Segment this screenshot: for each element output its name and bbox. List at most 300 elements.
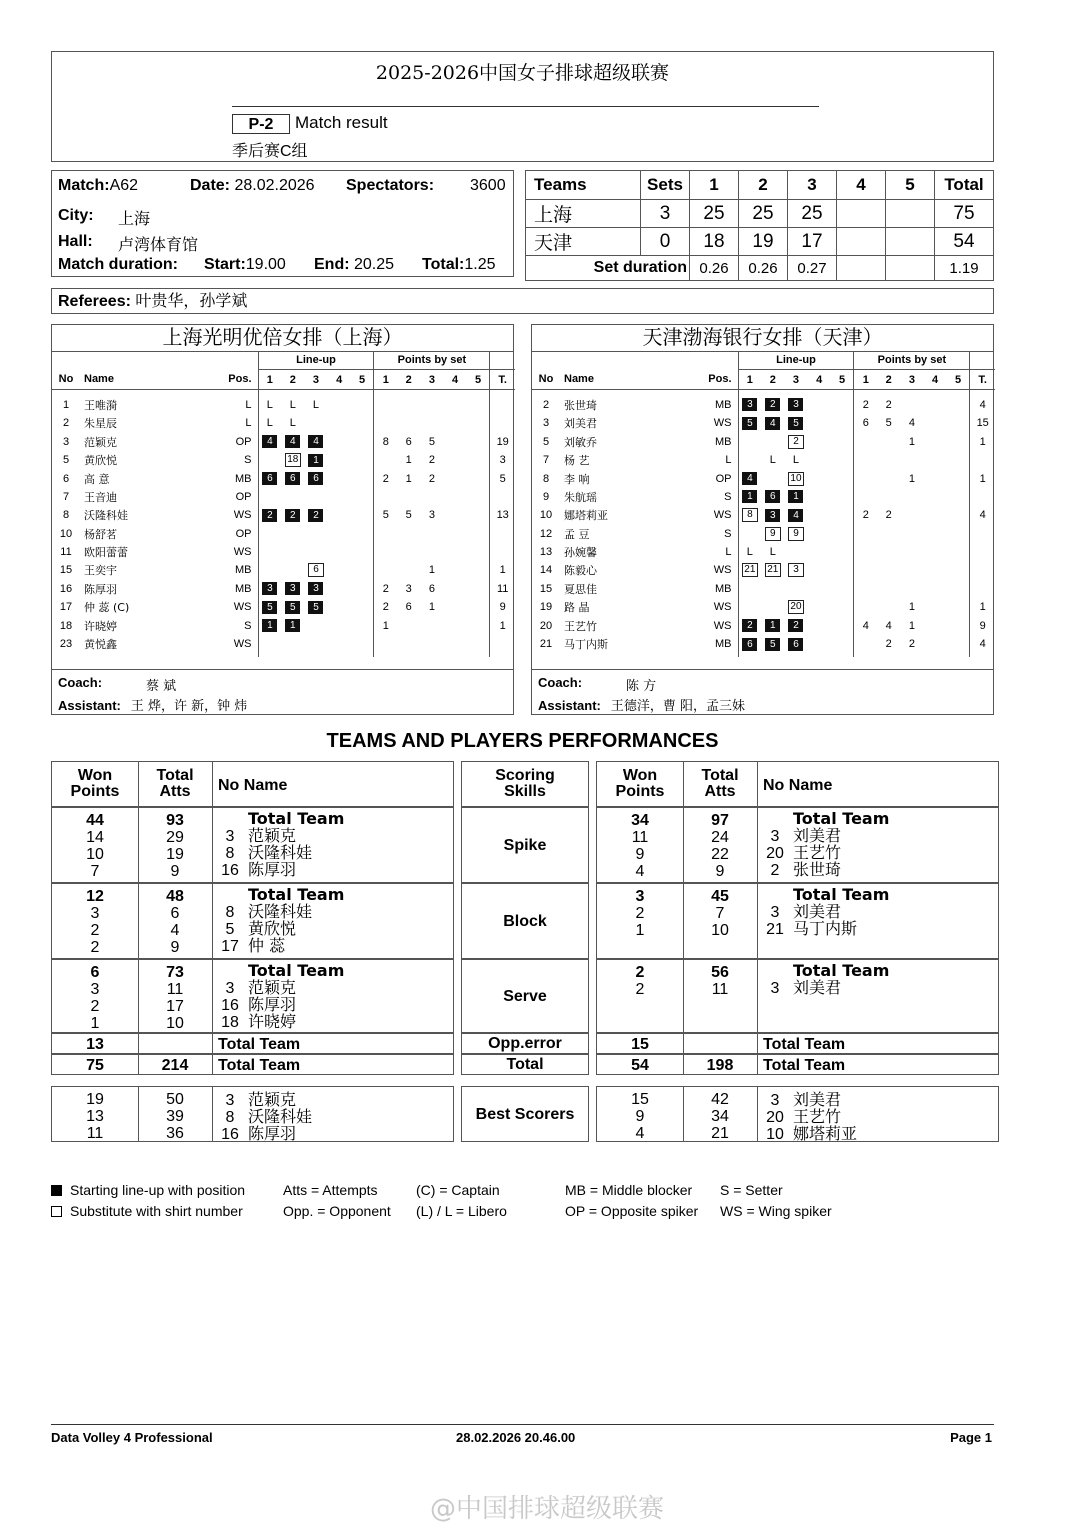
player-total: 15 [970,414,995,432]
performer-name: Total Team [248,885,345,904]
lineup-cell [808,506,831,524]
filled-square-icon [51,1185,62,1196]
set-points [924,451,947,469]
set-points [924,396,947,414]
won-cell: 4 [635,863,645,880]
player-position: MB [715,435,732,448]
set-points [444,414,467,432]
set-points: 5 [374,506,397,524]
substitute-marker: 20 [788,600,804,614]
legend-op: OP = Opposite spiker [565,1203,699,1219]
set-points: 2 [374,580,397,598]
total-time: 1.25 [464,256,496,273]
set-points [420,616,443,634]
total-won: 75 [86,1057,104,1074]
player-position: WS [713,509,732,522]
lineup-cell [281,561,304,579]
set-points [444,525,467,543]
performer-number: 3 [770,904,780,921]
score-header: 5 [886,171,935,200]
performer [763,886,998,903]
set-points [467,543,490,561]
points-header: Points by set [854,351,970,370]
set-points: 2 [885,398,892,411]
player-number: 7 [62,490,70,503]
player-number: 14 [539,564,553,577]
lineup-cell [328,543,351,561]
set-points [900,488,923,506]
player-row [52,525,515,543]
performer [218,996,453,1013]
legend-text: Starting line-up with position [70,1182,246,1198]
starting-position-marker: 6 [285,472,300,485]
set-points [924,414,947,432]
starting-position-marker: 4 [262,435,277,448]
lineup-cell [304,635,327,653]
performer [763,844,998,861]
won-cell: 14 [86,829,104,846]
set-points: 6 [405,601,412,614]
lineup-cell: L [289,417,296,430]
player-total [970,580,995,598]
away-team-roster [531,324,994,715]
col-set: 4 [816,373,823,386]
set-points: 1 [908,601,915,614]
set-points [924,433,947,451]
won-cell: 2 [90,922,100,939]
player-position: L [725,546,732,559]
roster-column-header [532,370,995,389]
best-atts: 36 [166,1125,184,1142]
performance-side [51,883,454,959]
starting-position-marker: 6 [262,472,277,485]
performer [218,962,453,979]
legend-mb: MB = Middle blocker [565,1182,693,1198]
player-number: 7 [542,454,550,467]
lineup-cell: L [289,398,296,411]
player-position: S [244,454,252,467]
player-total [970,488,995,506]
lineup-cell [328,598,351,616]
set-points [854,469,877,487]
atts-cell: 11 [166,981,184,998]
set-points [877,598,900,616]
set-points: 1 [374,616,397,634]
starting-position-marker: 3 [262,582,277,595]
player-total [490,543,515,561]
player-row [532,488,995,506]
lineup-cell [808,525,831,543]
atts-cell: 4 [170,922,180,939]
starting-position-marker: 3 [765,509,780,522]
starting-position-marker: 5 [285,601,300,614]
col-set: 2 [405,373,412,386]
starting-position-marker: 1 [308,454,323,467]
city-row [58,207,94,225]
performer-name: 刘美君 [793,902,842,921]
player-name: 孟 豆 [564,527,590,541]
set-points [854,598,877,616]
player-position: S [724,490,732,503]
col-set: 1 [258,370,281,389]
col-set: 3 [792,373,800,386]
starting-position-marker: 3 [285,582,300,595]
performer-name: Total Team [248,809,345,828]
performer-name: Total Team [793,885,890,904]
league-title: 2025-2026中国女子排球超级联赛 [375,62,670,84]
player-row [532,414,995,432]
lineup-cell [808,635,831,653]
set-points [924,635,947,653]
lineup-cell [738,433,761,451]
score-total: 75 [935,200,994,228]
set-points [947,488,970,506]
player-total [970,543,995,561]
lineup-cell [351,635,374,653]
set-points [420,414,443,432]
col-set: 1 [738,370,761,389]
player-total: 11 [490,580,515,598]
total-atts: 214 [161,1057,189,1074]
score-team: 上海 [526,200,641,228]
match-number: A62 [109,177,139,194]
lineup-cell: L [258,414,281,432]
set-points [947,469,970,487]
score-set: 19 [739,228,788,256]
performer [763,861,998,878]
set-points [877,488,900,506]
performer [763,1125,998,1142]
performer-name: 沃隆科娃 [248,843,313,862]
lineup-cell [738,451,761,469]
performance-side [51,1086,454,1142]
performer [218,979,453,996]
start-time: 19.00 [245,256,286,273]
player-total: 4 [970,506,995,524]
set-points: 1 [428,564,435,577]
performer-number: 10 [766,1126,784,1143]
set-points: 1 [405,472,412,485]
player-name: 欧阳蕾蕾 [84,546,128,560]
empty-square-icon [51,1206,62,1217]
lineup-cell [258,561,281,579]
substitute-marker: 9 [765,527,781,541]
performer-name: 范颖克 [248,978,297,997]
player-number: 15 [539,582,553,595]
set-duration-row [526,256,994,281]
performer [763,827,998,844]
performer-name: 马丁内斯 [793,919,858,938]
starting-position-marker: 5 [742,417,757,430]
won-cell: 9 [635,846,645,863]
performer-name: Total Team [793,961,890,980]
performer-number: 8 [225,904,235,921]
atts-cell: 9 [715,863,725,880]
player-number: 5 [62,454,70,467]
col-set: 5 [359,373,366,386]
performer-number: 20 [766,845,784,862]
score-header: 4 [837,171,886,200]
best-scorers-label: Best Scorers [461,1086,589,1142]
legend-ws: WS = Wing spiker [720,1203,832,1219]
starting-position-marker: 1 [788,490,803,503]
set-points [420,543,443,561]
performer-name: 娜塔莉亚 [793,1124,858,1143]
lineup-cell [831,396,854,414]
performer [218,903,453,920]
set-points [467,561,490,579]
footer-timestamp: 28.02.2026 20.46.00 [456,1430,576,1445]
score-row [526,228,994,256]
lineup-cell [304,414,327,432]
starting-position-marker: 4 [308,435,323,448]
assistant-names: 王德洋，曹 阳，孟三妹 [610,699,745,714]
atts-cell: 10 [711,922,729,939]
lineup-cell [351,580,374,598]
player-row [532,635,995,653]
hall-label: Hall: [58,233,93,250]
lineup-cell: L [738,543,761,561]
set-points [947,561,970,579]
player-total: 3 [490,451,515,469]
player-total [490,396,515,414]
won-cell: 2 [90,998,100,1015]
duration-row [58,256,178,274]
player-row [52,598,515,616]
performer-number: 17 [221,938,239,955]
set-points [854,561,877,579]
set-points [444,396,467,414]
performance-side [596,959,999,1033]
lineup-cell [351,506,374,524]
set-points [947,616,970,634]
set-points [854,488,877,506]
score-header: 1 [690,171,739,200]
set-points [444,598,467,616]
coach-label: Coach: [538,675,583,690]
total-atts-header: Total Atts [701,767,739,800]
lineup-cell [831,506,854,524]
skill-label: Block [461,883,589,959]
header-divider [232,106,819,107]
player-row [52,635,515,653]
player-name: 陈毅心 [564,564,597,578]
score-header-row [526,171,994,200]
col-pos: Pos. [228,373,252,386]
player-number: 11 [60,546,72,559]
set-points: 2 [374,469,397,487]
starting-position-marker: 6 [765,490,780,503]
col-set: 2 [885,373,892,386]
lineup-cell [351,488,374,506]
performer-number: 8 [225,1109,235,1126]
atts-cell: 19 [166,846,184,863]
set-points [924,598,947,616]
starting-position-marker: 2 [742,619,757,632]
player-row [52,561,515,579]
player-number: 3 [542,417,550,430]
player-name: 黄悦鑫 [84,638,117,652]
coach [58,675,177,694]
set-points [397,525,420,543]
lineup-cell [831,469,854,487]
assistant-label: Assistant: [538,698,601,713]
lineup-cell [328,580,351,598]
lineup-cell [328,635,351,653]
atts-cell: 11 [711,981,729,998]
player-name: 王唯漪 [84,398,117,412]
player-position: MB [715,398,732,411]
col-set: 3 [312,373,320,386]
starting-position-marker: 4 [765,417,780,430]
performer-number: 3 [770,1092,780,1109]
set-points: 6 [854,414,877,432]
score-set [886,228,935,256]
best-won: 15 [631,1091,649,1108]
skill-label: Serve [461,959,589,1033]
best-won: 19 [86,1091,104,1108]
player-name: 刘美君 [564,417,597,431]
substitute-marker: 8 [742,508,758,522]
lineup-cell [831,543,854,561]
player-total: 4 [970,635,995,653]
lineup-cell [304,543,327,561]
spectators-row [346,177,434,195]
match-label: Match: [58,177,110,194]
starting-position-marker: 6 [308,472,323,485]
performer-number: 3 [225,1092,235,1109]
lineup-cell [328,451,351,469]
lineup-cell [351,396,374,414]
player-position: WS [233,638,252,651]
performer [763,810,998,827]
best-won: 11 [86,1125,104,1142]
player-number: 5 [542,435,550,448]
coach-label: Coach: [58,675,103,690]
performance-title: TEAMS AND PLAYERS PERFORMANCES [326,730,719,752]
match-date: 28.02.2026 [234,177,315,194]
player-number: 12 [539,527,553,540]
set-points [374,396,397,414]
performer [218,1091,453,1108]
lineup-cell: L [769,454,776,467]
match-row [58,177,138,195]
col-total: T. [970,370,995,389]
player-name: 杨 艺 [564,454,590,468]
player-position: MB [715,582,732,595]
roster-column-header [52,370,515,389]
set-points [947,433,970,451]
player-position: L [245,398,252,411]
performer [763,1108,998,1125]
player-number: 1 [62,398,70,411]
col-set: 5 [954,373,962,386]
lineup-cell [808,451,831,469]
player-row [532,598,995,616]
lineup-cell [328,488,351,506]
set-points [877,580,900,598]
performance-side [596,883,999,959]
assistant [538,695,745,714]
set-points [924,488,947,506]
set-points: 6 [428,582,435,595]
city-label: City: [58,207,94,224]
set-points [900,580,923,598]
lineup-cell [281,488,304,506]
lineup-cell [784,580,807,598]
lineup-cell [258,525,281,543]
col-pos: Pos. [708,373,732,386]
player-name: 范颖克 [84,435,117,449]
atts-cell: 7 [715,905,725,922]
performer-name: 刘美君 [793,826,842,845]
player-position: OP [235,435,252,448]
spectators-value: 3600 [470,177,506,194]
referees [51,288,994,314]
player-name: 许晓婷 [84,619,117,633]
set-points [924,616,947,634]
player-row [52,506,515,524]
performance-side [51,1033,454,1054]
player-total [970,561,995,579]
match-info [51,170,514,277]
player-number: 18 [59,619,73,632]
won-cell: 10 [86,846,104,863]
set-points [467,580,490,598]
player-row [532,396,995,414]
lineup-cell [831,616,854,634]
col-total: T. [490,370,515,389]
set-points: 2 [428,472,435,485]
player-row [532,561,995,579]
roster-group-header [532,351,995,370]
set-points [420,525,443,543]
total-atts-header: Total Atts [156,767,194,800]
performer-number: 3 [225,980,235,997]
score-sets: 0 [641,228,690,256]
set-points: 1 [908,619,915,632]
performer-name: 范颖克 [248,1090,297,1109]
player-number: 23 [59,638,73,651]
lineup-cell [831,635,854,653]
starting-position-marker: 1 [742,490,757,503]
player-name: 李 响 [564,472,590,486]
starting-position-marker: 2 [262,509,277,522]
set-points [374,488,397,506]
set-points [924,525,947,543]
player-position: OP [715,472,732,485]
player-row [52,433,515,451]
player-position: WS [233,601,252,614]
won-cell: 1 [635,922,645,939]
col-set: 4 [932,373,939,386]
points-header: Points by set [374,351,490,370]
col-set: 2 [289,373,296,386]
total-name: Total Team [218,1057,301,1074]
set-points [467,635,490,653]
set-points [444,433,467,451]
performer-name: 刘美君 [793,1090,842,1109]
set-points [924,469,947,487]
report-header [51,51,994,162]
no-name-header: No Name [763,777,833,794]
total-label: Total [461,1054,589,1075]
player-position: WS [713,564,732,577]
set-points [374,451,397,469]
lineup-cell [831,598,854,616]
player-total: 1 [970,469,995,487]
start-row [204,256,286,274]
